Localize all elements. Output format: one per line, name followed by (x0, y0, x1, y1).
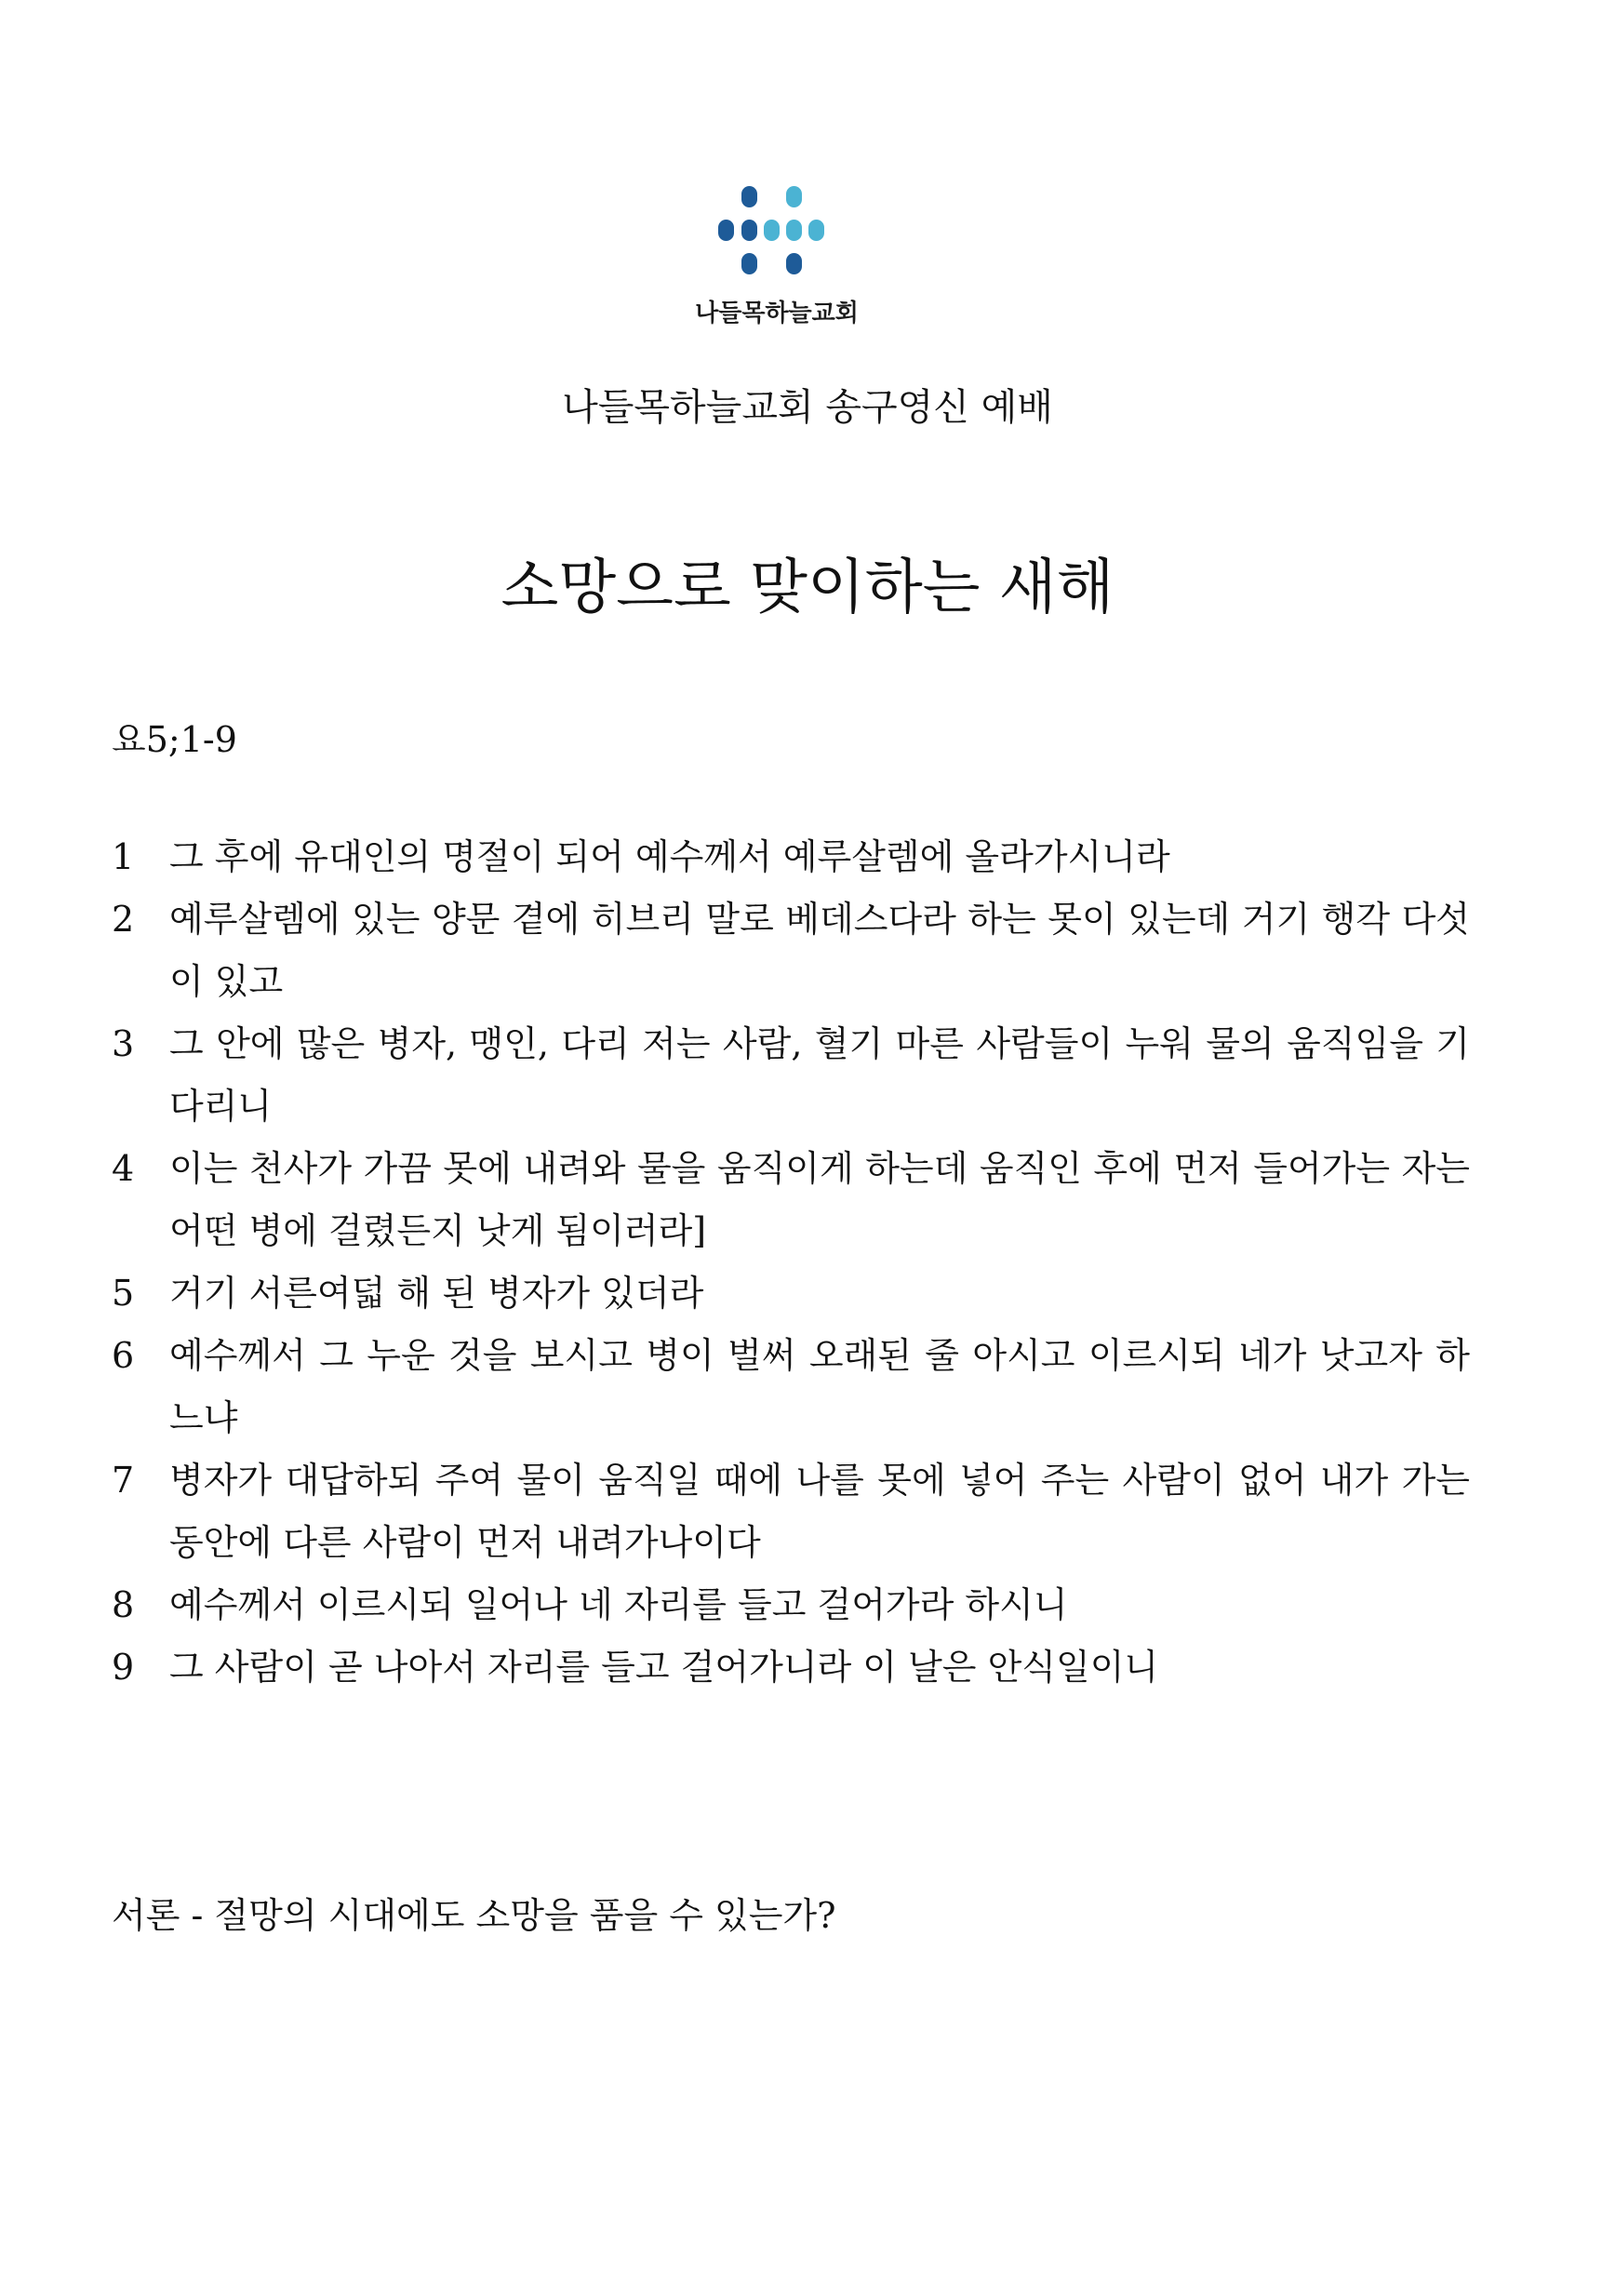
scripture-passage (112, 826, 1470, 1699)
verse-number: 8 (112, 1584, 135, 1625)
verse-text: 거기 서른여덟 해 된 병자가 있더라 (169, 1273, 704, 1314)
verse-number: 2 (112, 899, 135, 940)
verse-text: 병자가 대답하되 주여 물이 움직일 때에 나를 못에 넣어 주는 사람이 없어 내가 가는 동안에 다른 사람이 먼저 내려가나이다 (169, 1460, 1470, 1563)
verse-number: 9 (112, 1647, 135, 1688)
verse (112, 1449, 1470, 1574)
verse-number: 7 (112, 1460, 135, 1501)
logo-text: 나들목하늘교회 (695, 300, 859, 327)
verse-text: 그 안에 많은 병자, 맹인, 다리 저는 사람, 혈기 마른 사람들이 누워 물의 움직임을 기다리니 (169, 1023, 1470, 1127)
verse (112, 1262, 1470, 1325)
scripture-reference: 요5;1-9 (112, 719, 237, 760)
verse-text: 그 사람이 곧 나아서 자리를 들고 걸어가니라 이 날은 안식일이니 (169, 1647, 1159, 1688)
verse (112, 1325, 1470, 1449)
church-cross-dots-icon (712, 186, 842, 279)
verse (112, 1138, 1470, 1262)
verse (112, 888, 1470, 1013)
verse (112, 826, 1470, 888)
verse-number: 3 (112, 1023, 135, 1064)
church-logo (684, 186, 870, 326)
verse (112, 1636, 1470, 1699)
verse-text: 예수께서 이르시되 일어나 네 자리를 들고 걸어가라 하시니 (169, 1584, 1068, 1625)
verse-text: 예수께서 그 누운 것을 보시고 병이 벌써 오래된 줄 아시고 이르시되 네가 낫고자 하느냐 (169, 1335, 1470, 1438)
sermon-title: 소망으로 맞이하는 새해 (501, 554, 1114, 622)
verse (112, 1013, 1470, 1138)
verse-text: 예루살렘에 있는 양문 곁에 히브리 말로 베데스다라 하는 못이 있는데 거기 행각 다섯이 있고 (169, 899, 1470, 1002)
sermon-introduction: 서론 - 절망의 시대에도 소망을 품을 수 있는가? (112, 1895, 836, 1936)
verse-number: 6 (112, 1335, 135, 1376)
service-subtitle: 나들목하늘교회 송구영신 예배 (562, 386, 1053, 429)
verse-number: 5 (112, 1273, 135, 1314)
verse-number: 4 (112, 1148, 135, 1189)
verse-number: 1 (112, 836, 135, 877)
verse (112, 1574, 1470, 1636)
verse-text: 이는 천사가 가끔 못에 내려와 물을 움직이게 하는데 움직인 후에 먼저 들어가는 자는 어떤 병에 걸렸든지 낫게 됨이러라] (169, 1148, 1470, 1251)
verse-text: 그 후에 유대인의 명절이 되어 예수께서 예루살렘에 올라가시니라 (169, 836, 1170, 877)
